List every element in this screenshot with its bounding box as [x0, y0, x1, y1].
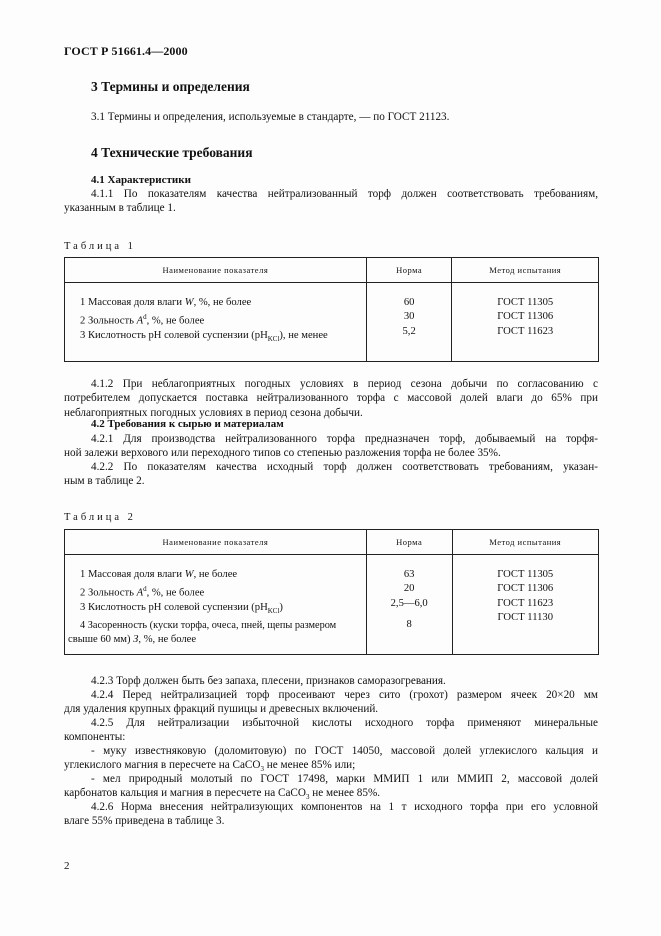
- table-2-norms: 63 20 2,5—6,0 8: [390, 569, 428, 631]
- table-row: свыше 60 мм) З, %, не более: [68, 634, 197, 646]
- list-item: - мел природный молотый по ГОСТ 17498, марки ММИП 1 или ММИП 2, массовой долей карбонатов кальция и магния в пересчете на CaCO$_3$ не менее 85%.: [64, 773, 598, 802]
- table-2-methods: ГОСТ 11305 ГОСТ 11306 ГОСТ 11623 ГОСТ 11130: [497, 569, 554, 624]
- paragraph-4-2-4: 4.2.4 Перед нейтрализацией торф просеивают через сито (грохот) размером ячеек 20×20 мм для удаления крупных фракций пушицы и древесных включений.: [64, 689, 598, 716]
- table-1-names: [65, 296, 366, 347]
- table-row: 3 Кислотность рН солевой суспензии $(pH_{KCl})$, не менее: [80, 330, 328, 344]
- table-1: [64, 257, 599, 362]
- paragraph-4-2-6: 4.2.6 Норма внесения нейтрализующих компонентов на 1 т исходного торфа при его условной влаге 55% приведена в таблице 3.: [64, 801, 598, 828]
- table-2-caption: Таблица 2: [64, 512, 136, 523]
- page-number: 2: [64, 860, 70, 872]
- paragraph-4-1-2: 4.1.2 При неблагоприятных погодных условиях в период сезона добычи по согласованию с потребителем допускается поставка нейтрализованного торфа с массовой долей влаги до 65% при неблагоприятных погодных условиях в период сезона добычи.: [64, 378, 598, 419]
- paragraph-4-2-3: 4.2.3 Торф должен быть без запаха, плесени, признаков саморазогревания.: [91, 675, 446, 687]
- table-1-header-method: Метод испытания: [452, 258, 599, 283]
- table-row: 3 Кислотность рН солевой суспензии $(pH_{KCl})$: [80, 602, 283, 616]
- table-row: 1 Массовая доля влаги W, %, не более: [80, 297, 252, 308]
- section-3-title: 3 Термины и определения: [91, 79, 250, 94]
- subsection-4-1-title: 4.1 Характеристики: [91, 174, 191, 186]
- table-row: 4 Засоренность (куски торфа, очеса, пней, щепы размером: [80, 619, 337, 631]
- table-2-names: [65, 568, 366, 648]
- section-4-title: 4 Технические требования: [91, 145, 253, 160]
- table-1-norms: 60 30 5,2: [402, 297, 416, 337]
- paragraph-4-1-1: 4.1.1 По показателям качества нейтрализованный торф должен соответствовать требованиям, указанным в таблице 1.: [64, 188, 598, 215]
- document-header: ГОСТ Р 51661.4—2000: [64, 44, 188, 58]
- table-1-header-norm: Норма: [366, 258, 452, 283]
- table-2: [64, 529, 599, 655]
- table-2-header-name: Наименование показателя: [65, 530, 367, 555]
- table-1-header-name: Наименование показателя: [65, 258, 367, 283]
- list-item: - муку известняковую (доломитовую) по ГОСТ 14050, массовой долей углекислого кальция и углекислого магния в пересчете на CaCO$_3$ не менее 85% или;: [64, 745, 598, 774]
- paragraph-4-2-1: 4.2.1 Для производства нейтрализованного торфа предназначен торф, добываемый на торфя- ной залежи верхового или переходного типов со степенью разложения торфа не более 35%.: [64, 433, 598, 460]
- paragraph-4-2-2: 4.2.2 По показателям качества исходный торф должен соответствовать требованиям, указан- ным в таблице 2.: [64, 461, 598, 488]
- table-2-header-norm: Норма: [366, 530, 452, 555]
- paragraph-3-1: 3.1 Термины и определения, используемые в стандарте, — по ГОСТ 21123.: [91, 111, 450, 123]
- table-row: 2 Зольность $A^d$, %, не более: [80, 313, 205, 327]
- subsection-4-2-title: 4.2 Требования к сырью и материалам: [91, 418, 284, 430]
- table-1-caption: Таблица 1: [64, 241, 136, 252]
- table-row: 1 Массовая доля влаги W, не более: [80, 569, 238, 580]
- table-row: 2 Зольность $A^d$, %, не более: [80, 585, 205, 599]
- table-2-header-method: Метод испытания: [452, 530, 598, 555]
- paragraph-4-2-5: 4.2.5 Для нейтрализации избыточной кислоты исходного торфа применяют минеральные компоненты:: [64, 717, 598, 744]
- table-1-methods: ГОСТ 11305 ГОСТ 11306 ГОСТ 11623: [497, 297, 554, 337]
